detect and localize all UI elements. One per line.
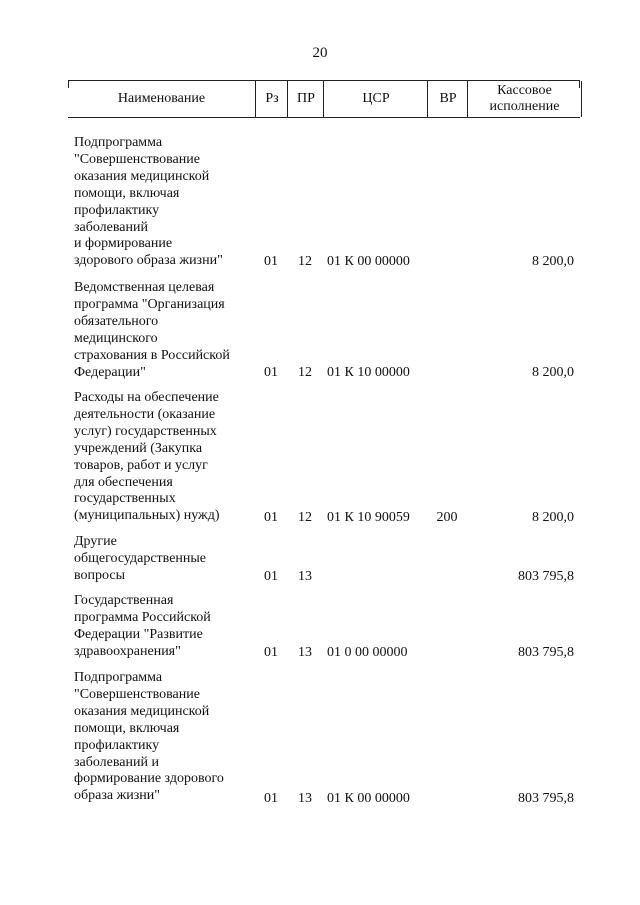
row-csr: 01 0 00 00000 bbox=[327, 645, 408, 660]
row-sum: 8 200,0 bbox=[532, 365, 574, 380]
row-name: Подпрограмма "Совершенствование оказания медицинской помощи, включая профилактику заболеваний и формирование здорового образа жизни" bbox=[74, 670, 224, 804]
table-row bbox=[68, 593, 580, 661]
row-sum: 803 795,8 bbox=[518, 791, 574, 806]
row-csr: 01 К 10 00000 bbox=[327, 365, 410, 380]
row-sum: 8 200,0 bbox=[532, 254, 574, 269]
row-name: Другие общегосударственные вопросы bbox=[74, 534, 207, 583]
row-pr: 13 bbox=[298, 569, 312, 584]
table-header bbox=[68, 80, 580, 118]
row-sum: 803 795,8 bbox=[518, 645, 574, 660]
column-header-sum: Кассовое исполнение bbox=[467, 81, 582, 117]
row-pr: 12 bbox=[298, 510, 312, 525]
row-name: Государственная программа Российской Федерации "Развитие здравоохранения" bbox=[74, 593, 211, 659]
page-number: 20 bbox=[312, 45, 328, 61]
table-row bbox=[68, 390, 580, 526]
row-rz: 01 bbox=[264, 569, 278, 584]
column-header-csr: ЦСР bbox=[323, 81, 428, 117]
row-csr: 01 К 10 90059 bbox=[327, 510, 410, 525]
row-rz: 01 bbox=[264, 365, 278, 380]
row-pr: 12 bbox=[298, 254, 312, 269]
row-pr: 12 bbox=[298, 365, 312, 380]
table-row bbox=[68, 280, 580, 381]
row-pr: 13 bbox=[298, 645, 312, 660]
row-rz: 01 bbox=[264, 254, 278, 269]
row-sum: 803 795,8 bbox=[518, 569, 574, 584]
row-rz: 01 bbox=[264, 645, 278, 660]
table-row bbox=[68, 534, 580, 585]
row-pr: 13 bbox=[298, 791, 312, 806]
row-rz: 01 bbox=[264, 510, 278, 525]
row-csr: 01 К 00 00000 bbox=[327, 254, 410, 269]
row-name: Подпрограмма "Совершенствование оказания медицинской помощи, включая профилактику заболеваний и формирование здорового образа жизни" bbox=[74, 135, 223, 269]
column-header-rz: Рз bbox=[255, 81, 288, 117]
row-rz: 01 bbox=[264, 791, 278, 806]
table-row bbox=[68, 670, 580, 807]
row-name: Расходы на обеспечение деятельности (оказание услуг) государственных учреждений (Закупка товаров, работ и услуг для обеспечения государственных (муниципальных) нужд) bbox=[74, 390, 220, 524]
column-header-pr: ПР bbox=[287, 81, 324, 117]
budget-table bbox=[68, 80, 580, 806]
column-header-vr: ВР bbox=[427, 81, 468, 117]
row-vr: 200 bbox=[436, 510, 458, 525]
table-row bbox=[68, 135, 580, 270]
column-header-name: Наименование bbox=[117, 91, 206, 106]
row-name: Ведомственная целевая программа "Организация обязательного медицинского страхования в Российской Федерации" bbox=[74, 280, 230, 380]
row-sum: 8 200,0 bbox=[532, 510, 574, 525]
row-csr: 01 К 00 00000 bbox=[327, 791, 410, 806]
